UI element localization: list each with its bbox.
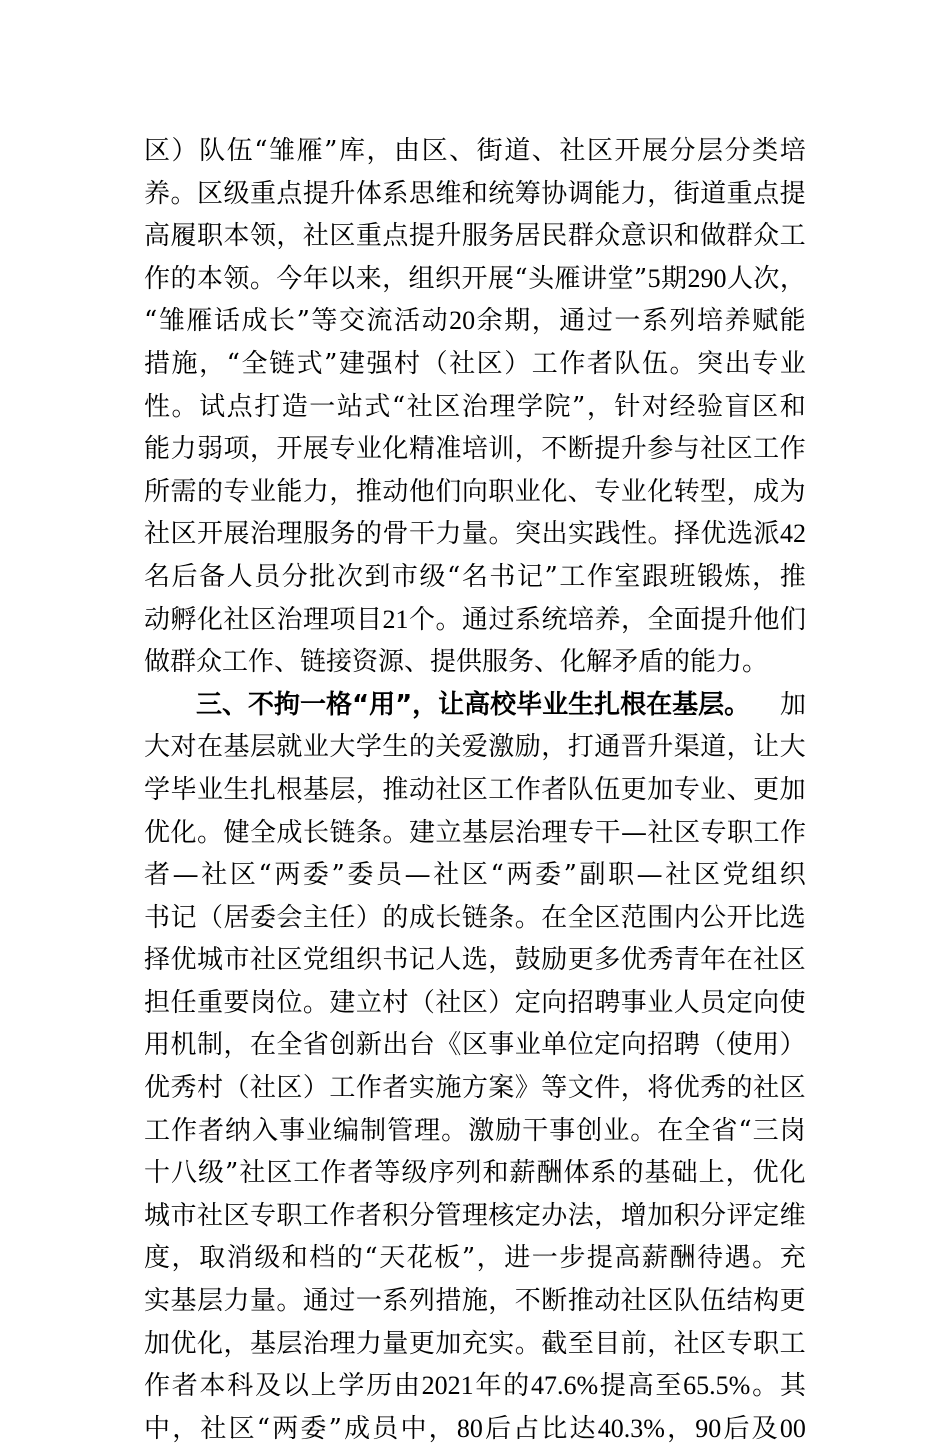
text-line: 措 施 ， “ 全 链 式 ” 建 强 村 （ 社 区 ） 工 作 者 队 伍 。 突 出 专 业	[144, 348, 806, 379]
text-line: 用 机 制 ， 在 全 省 创 新 出 台 《 区 事 业 单 位 定 向 招 聘 （ 使 用 ）	[144, 1030, 806, 1061]
text-line: 实 基 层 力 量 。 通 过 一 系 列 措 施 ， 不 断 推 动 社 区 队 伍 结 构 更	[144, 1286, 806, 1317]
section-heading-line	[144, 684, 806, 727]
text-line: 高 履 职 本 领 ， 社 区 重 点 提 升 服 务 居 民 群 众 意 识 和 做 群 众 工	[144, 221, 806, 252]
document-body	[144, 130, 806, 1450]
text-line: 名 后 备 人 员 分 批 次 到 市 级 “ 名 书 记 ” 工 作 室 跟 班 锻 炼 ， 推	[144, 561, 806, 592]
text-line: 书 记 （ 居 委 会 主 任 ） 的 成 长 链 条 。 在 全 区 范 围 内 公 开 比 选	[144, 902, 806, 933]
text-line: 大 对 在 基 层 就 业 大 学 生 的 关 爱 激 励 ， 打 通 晋 升 渠 道 ， 让 大	[144, 732, 806, 763]
text-line: 城 市 社 区 专 职 工 作 者 积 分 管 理 核 定 办 法 ， 增 加 积 分 评 定 维	[144, 1200, 806, 1231]
text-line: 择 优 城 市 社 区 党 组 织 书 记 人 选 ， 鼓 励 更 多 优 秀 青 年 在 社 区	[144, 945, 806, 976]
text-line: 者 — 社 区 “ 两 委 ” 委 员 — 社 区 “ 两 委 ” 副 职 — 社 区 党 组 织	[144, 860, 806, 891]
text-line: 养 。 区 级 重 点 提 升 体 系 思 维 和 统 筹 协 调 能 力 ， 街 道 重 点 提	[144, 178, 806, 209]
text-line: “ 雏 雁 话 成 长 ” 等 交 流 活 动 20 余 期 ， 通 过 一 系 列 培 养 赋 能	[144, 306, 806, 337]
heading-continuation: 加	[779, 689, 806, 720]
text-line: 加 优 化 ， 基 层 治 理 力 量 更 加 充 实 。 截 至 目 前 ， 社 区 专 职 工	[144, 1328, 806, 1359]
text-line: 作 的 本 领 。 今 年 以 来 ， 组 织 开 展 “ 头 雁 讲 堂 ” 5 期 290 人 次 ，	[144, 263, 806, 294]
text-line: 做群众工作、链接资源、提供服务、化解矛盾的能力。	[144, 647, 769, 678]
text-line: 作 者 本 科 及 以 上 学 历 由 2021 年 的 47.6% 提 高 至 65.5% 。 其	[144, 1371, 806, 1402]
text-line: 优 秀 村 （ 社 区 ） 工 作 者 实 施 方 案 》 等 文 件 ， 将 优 秀 的 社 区	[144, 1073, 806, 1104]
text-line: 区 ） 队 伍 “ 雏 雁 ” 库 ， 由 区 、 街 道 、 社 区 开 展 分 层 分 类 培	[144, 136, 806, 166]
text-line: 中 ， 社 区 “ 两 委 ” 成 员 中 ， 80 后 占 比 达 40.3% ， 90 后 及 00	[144, 1413, 806, 1444]
section-heading: 三、不拘一格“用”，让高校毕业生扎根在基层。	[196, 689, 751, 720]
text-line: 优 化 。 健 全 成 长 链 条 。 建 立 基 层 治 理 专 干 — 社 区 专 职 工 作	[144, 817, 806, 848]
text-line: 学 毕 业 生 扎 根 基 层 ， 推 动 社 区 工 作 者 队 伍 更 加 专 业 、 更 加	[144, 774, 806, 805]
text-line: 度 ， 取 消 级 和 档 的 “ 天 花 板 ” ， 进 一 步 提 高 薪 酬 待 遇 。 充	[144, 1243, 806, 1274]
text-line: 能 力 弱 项 ， 开 展 专 业 化 精 准 培 训 ， 不 断 提 升 参 与 社 区 工 作	[144, 434, 806, 465]
text-line: 社 区 开 展 治 理 服 务 的 骨 干 力 量 。 突 出 实 践 性 。 择 优 选 派 42	[144, 519, 806, 550]
text-line: 工 作 者 纳 入 事 业 编 制 管 理 。 激 励 干 事 创 业 。 在 全 省 “ 三 岗	[144, 1115, 806, 1146]
text-line: 性 。 试 点 打 造 一 站 式 “ 社 区 治 理 学 院 ” ， 针 对 经 验 盲 区 和	[144, 391, 806, 422]
text-line: 担 任 重 要 岗 位 。 建 立 村 （ 社 区 ） 定 向 招 聘 事 业 人 员 定 向 使	[144, 987, 806, 1018]
text-line: 所 需 的 专 业 能 力 ， 推 动 他 们 向 职 业 化 、 专 业 化 转 型 ， 成 为	[144, 476, 806, 507]
text-line: 十 八 级 ” 社 区 工 作 者 等 级 序 列 和 薪 酬 体 系 的 基 础 上 ， 优 化	[144, 1158, 806, 1189]
text-line: 动 孵 化 社 区 治 理 项 目 21 个 。 通 过 系 统 培 养 ， 全 面 提 升 他 们	[144, 604, 806, 635]
